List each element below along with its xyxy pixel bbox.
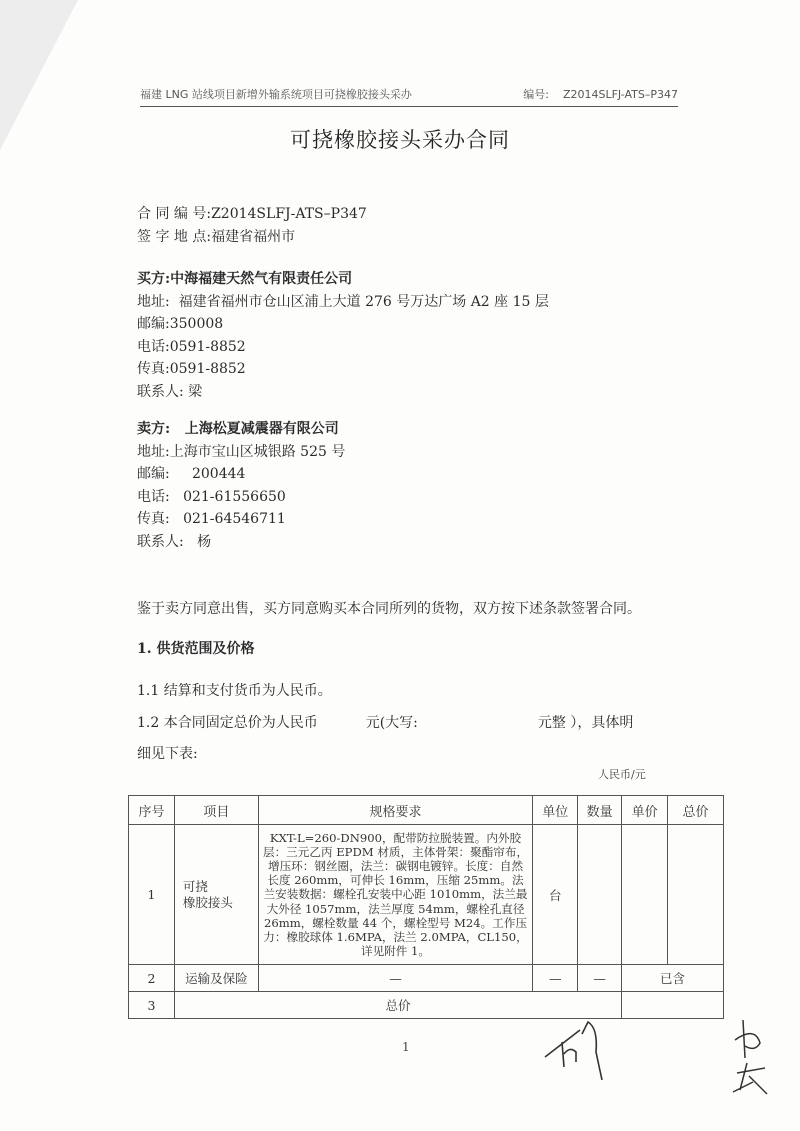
buyer-fax-label: 传真: xyxy=(137,361,170,377)
cell-spec: KXT-L=260-DN900，配带防拉脱装置。内外胶层：三元乙丙 EPDM 材质，主体骨架：聚酯帘布，增压环：钢丝圈，法兰：碳钢电镀锌。长度：自然长度 260mm，可伸长 16mm，压缩 25mm。法兰安装数据：螺栓孔安装中心距 1010mm，法兰最大外径 1057mm，法兰厚度 54mm，螺栓孔直径 26mm，螺栓数量 44 个，螺栓型号 M24。工作压力：橡胶球体 1.6MPA，法兰 2.0MPA，CL150，详见附件 1。 xyxy=(258,825,533,965)
handwritten-signature-icon xyxy=(540,1012,620,1082)
col-header-spec: 规格要求 xyxy=(258,796,533,825)
buyer-contact: 梁 xyxy=(188,383,203,400)
items-table xyxy=(128,795,724,1019)
buyer-contact-label: 联系人: xyxy=(137,383,184,400)
signing-place-row xyxy=(137,226,367,249)
document-title: 可挠橡胶接头采办合同 xyxy=(290,128,510,152)
buyer-address-label: 地址: xyxy=(137,293,170,310)
contract-number-label: 合 同 编 号: xyxy=(137,206,212,222)
buyer-phone: 0591-8852 xyxy=(169,338,246,355)
buyer-fax-row xyxy=(137,358,549,381)
col-header-unit-price: 单价 xyxy=(622,796,668,825)
cell-grand-total-value xyxy=(622,992,724,1019)
table-header-row xyxy=(129,796,724,825)
cell-spec: — xyxy=(258,965,533,992)
handwritten-initials-icon xyxy=(725,1018,775,1098)
seller-address-label: 地址: xyxy=(137,443,170,460)
cell-item: 运输及保险 xyxy=(174,965,258,992)
cell-unit-price xyxy=(622,825,668,965)
buyer-phone-row xyxy=(137,336,549,359)
clause-1-2-part-b: 元(大写: xyxy=(365,715,418,731)
buyer-contact-row xyxy=(137,381,549,404)
item-name-line-1: 可挠 xyxy=(182,878,208,894)
clause-1-2-part-a: 1.2 本合同固定总价为人民币 xyxy=(137,715,318,731)
seller-fax-label: 传真: xyxy=(137,511,170,527)
seller-postcode: 200444 xyxy=(191,466,246,482)
seller-contact: 杨 xyxy=(197,533,212,550)
seller-name: 上海松夏减震器有限公司 xyxy=(184,421,339,437)
header-code xyxy=(523,86,678,102)
buyer-phone-label: 电话: xyxy=(137,338,170,355)
buyer-fax: 0591-8852 xyxy=(169,361,246,377)
table-row xyxy=(129,965,724,992)
col-header-item: 项目 xyxy=(174,796,258,825)
seller-label: 卖方: xyxy=(137,421,171,437)
seller-name-row xyxy=(137,418,345,441)
cell-qty: — xyxy=(578,965,622,992)
seller-postcode-row xyxy=(137,463,345,486)
seller-phone-row xyxy=(137,486,345,509)
cell-unit: 台 xyxy=(533,825,578,965)
buyer-label: 买方: xyxy=(137,271,171,287)
cell-no: 3 xyxy=(129,992,175,1019)
header-code-label: 编号: xyxy=(523,88,549,101)
col-header-qty: 数量 xyxy=(578,796,622,825)
buyer-name-row xyxy=(137,268,549,291)
page-number: 1 xyxy=(402,1040,410,1054)
cell-grand-total-label: 总价 xyxy=(174,992,621,1019)
table-row xyxy=(129,825,724,965)
contract-number: Z2014SLFJ-ATS–P347 xyxy=(211,206,367,222)
seller-phone: 021-61556650 xyxy=(183,488,286,505)
cell-unit: — xyxy=(533,965,578,992)
seller-info xyxy=(137,418,345,553)
preamble: 鉴于卖方同意出售，买方同意购买本合同所列的货物，双方按下述条款签署合同。 xyxy=(137,601,641,617)
seller-fax-row xyxy=(137,508,345,531)
seller-address-row xyxy=(137,441,345,464)
clause-1-2-continued: 细见下表: xyxy=(137,746,198,762)
signing-place: 福建省福州市 xyxy=(211,228,296,245)
cell-total xyxy=(668,825,724,965)
buyer-name: 中海福建天然气有限责任公司 xyxy=(170,271,353,287)
buyer-info xyxy=(137,268,549,403)
clause-1-1: 1.1 结算和支付货币为人民币。 xyxy=(137,683,332,699)
clause-1-2 xyxy=(137,712,633,732)
buyer-address: 福建省福州市仓山区浦上大道 276 号万达广场 A2 座 15 层 xyxy=(178,293,549,310)
cell-qty xyxy=(578,825,622,965)
col-header-total: 总价 xyxy=(668,796,724,825)
seller-contact-label: 联系人: xyxy=(137,533,184,550)
buyer-postcode: 350008 xyxy=(169,316,224,332)
header-project: 福建 LNG 站线项目新增外输系统项目可挠橡胶接头采办 xyxy=(140,88,412,101)
seller-phone-label: 电话: xyxy=(137,488,170,505)
table-row xyxy=(129,992,724,1019)
seller-postcode-label: 邮编: xyxy=(137,466,170,482)
clause-1-2-part-c: 元整 ），具体明 xyxy=(537,715,634,731)
col-header-no: 序号 xyxy=(129,796,175,825)
seller-contact-row xyxy=(137,531,345,554)
cell-no: 1 xyxy=(129,825,175,965)
cell-item xyxy=(174,825,258,965)
col-header-unit: 单位 xyxy=(533,796,578,825)
currency-note: 人民币/元 xyxy=(598,768,646,781)
buyer-postcode-row xyxy=(137,313,549,336)
seller-address: 上海市宝山区城银路 525 号 xyxy=(169,443,346,460)
cell-price-included: 已含 xyxy=(622,965,724,992)
contract-number-row xyxy=(137,203,367,226)
seller-fax: 021-64546711 xyxy=(183,511,286,527)
signing-place-label: 签 字 地 点: xyxy=(137,228,212,245)
running-header xyxy=(140,86,678,107)
buyer-address-row xyxy=(137,291,549,314)
header-code-value: Z2014SLFJ-ATS–P347 xyxy=(562,88,678,101)
section-1-title: 1. 供货范围及价格 xyxy=(137,641,255,657)
cell-no: 2 xyxy=(129,965,175,992)
item-name-line-2: 橡胶接头 xyxy=(182,894,233,910)
buyer-postcode-label: 邮编: xyxy=(137,316,170,332)
contract-info xyxy=(137,203,367,248)
